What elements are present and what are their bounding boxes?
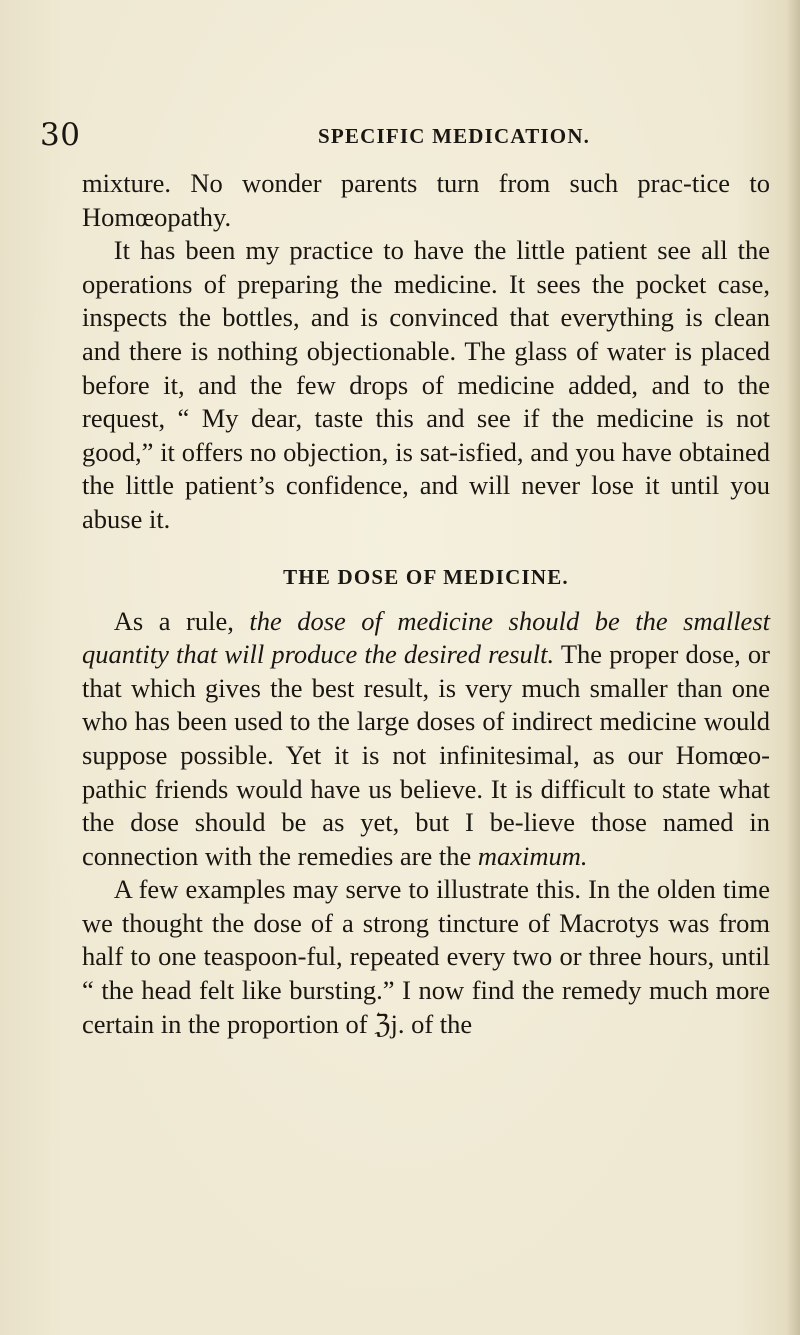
paragraph-patient-practice: It has been my practice to have the little patient see all the operations of preparing the medicine. It sees the pocket case, inspects the bottles, and is convinced that everything is clean and there is nothing objectionable. The glass of water is placed before it, and the few drops of medicine added, and to the request, “ My dear, taste this and see if the medicine is not good,” it offers no objection, is sat-isfied, and you have obtained the little patient’s confidence, and will never lose it until you abuse it. <box>82 235 770 534</box>
dose-rule-maximum: maximum. <box>477 840 588 871</box>
paragraph-examples: A few examples may serve to illustrate this. In the olden time we thought the dose of a strong tincture of Macrotys was from half to one teaspoon-ful, repeated every two or three hours, until “ the head felt like bursting.” I now find the remedy much more certain in the proportion of ℨj. of the <box>82 874 770 1039</box>
body-text <box>82 167 770 1041</box>
paragraph-dose-rule <box>82 605 770 874</box>
dose-rule-italic: the dose of medicine should be the smallest quantity that will produce the desired result. <box>82 605 770 670</box>
page-number: 30 <box>40 117 81 153</box>
paragraph-continuation: mixture. No wonder parents turn from such prac-tice to Homœopathy. <box>82 168 770 232</box>
section-heading: THE DOSE OF MEDICINE. <box>283 564 569 589</box>
dose-rule-body: The proper dose, or that which gives the best result, is very much smaller than one who has been used to the large doses of indirect medicine would suppose possible. Yet it is not infinitesimal, as our Homœo-pathic friends would have us believe. It is difficult to state what the dose should be as yet, but I be-lieve those named in connection with the remedies are the <box>82 639 770 871</box>
page-header <box>0 118 800 152</box>
running-head: SPECIFIC MEDICATION. <box>318 124 591 148</box>
dose-rule-lead: As a rule, <box>113 605 250 636</box>
page-edge-shadow <box>786 0 800 1335</box>
